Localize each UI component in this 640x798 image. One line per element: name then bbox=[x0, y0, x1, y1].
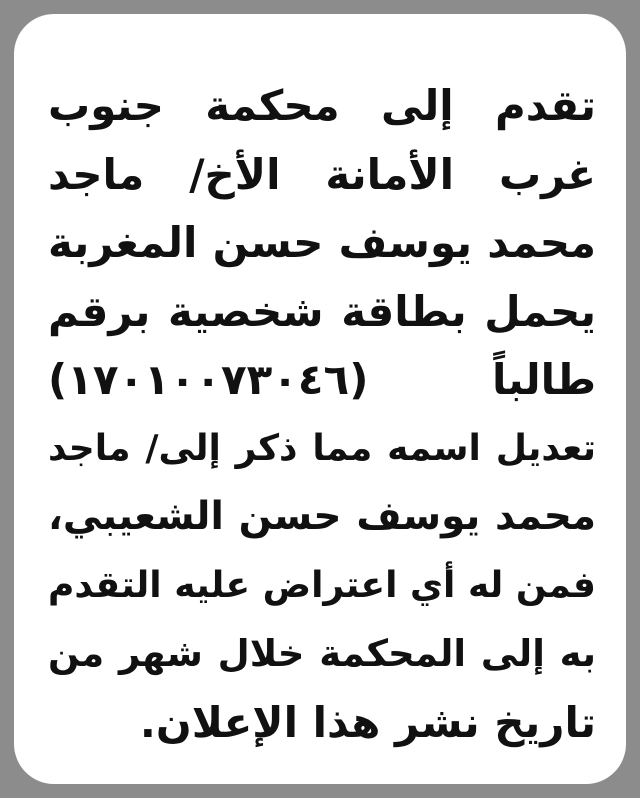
notice-line-2: غرب الأمانة الأخ/ ماجد bbox=[48, 149, 596, 199]
notice-line-6: تعديل اسمه مما ذكر إلى/ ماجد bbox=[48, 427, 596, 469]
notice-line-3: محمد يوسف حسن المغربة bbox=[48, 218, 596, 267]
notice-card bbox=[14, 14, 626, 784]
notice-line-10: تاريخ نشر هذا الإعلان. bbox=[139, 697, 596, 747]
notice-line-8: فمن له أي اعتراض عليه التقدم bbox=[48, 564, 596, 606]
notice-line-9: به إلى المحكمة خلال شهر من bbox=[48, 632, 596, 675]
notice-line-1: تقدم إلى محكمة جنوب bbox=[48, 81, 596, 130]
id-number: (١٧٠١٠٠٧٣٠٤٦) bbox=[48, 355, 369, 404]
notice-body bbox=[48, 72, 596, 757]
notice-line-5 bbox=[48, 346, 596, 415]
notice-word-requesting: طالباً bbox=[491, 355, 596, 404]
notice-line-4: يحمل بطاقة شخصية برقم bbox=[48, 286, 596, 336]
notice-line-7: محمد يوسف حسن الشعيبي، bbox=[48, 494, 596, 539]
